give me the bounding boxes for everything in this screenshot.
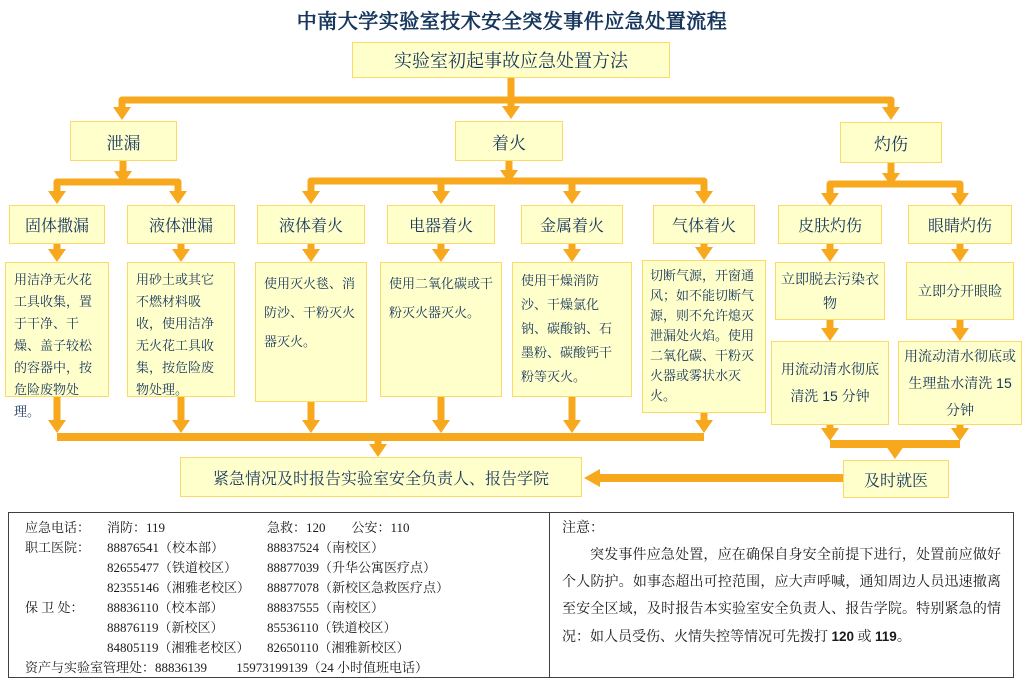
contact-col1: 84805119（湘雅老校区） bbox=[107, 640, 250, 655]
node-liquid-leak: 液体泄漏 bbox=[127, 205, 235, 244]
node-metal-fire: 金属着火 bbox=[521, 205, 623, 244]
contact-asset-line: 资产与实验室管理处：88836139 15973199139（24 小时值班电话） bbox=[25, 660, 429, 675]
node-skin-burn: 皮肤灼伤 bbox=[778, 205, 882, 244]
node-eye-burn: 眼睛灼伤 bbox=[908, 205, 1012, 244]
node-root: 实验室初起事故应急处置方法 bbox=[352, 42, 670, 78]
contact-row bbox=[25, 558, 545, 578]
contact-col2: 88837524（南校区） bbox=[267, 540, 385, 555]
contact-label: 职工医院： bbox=[25, 540, 91, 555]
notice-phone-119: 119 bbox=[875, 629, 897, 644]
step-skin-remove-clothes: 立即脱去污染衣物 bbox=[775, 262, 885, 320]
contact-row bbox=[25, 538, 545, 558]
notice-phone-120: 120 bbox=[831, 629, 855, 644]
contact-col1: 82355146（湘雅老校区） bbox=[107, 580, 251, 595]
node-solid-spill: 固体撒漏 bbox=[9, 205, 105, 244]
contact-label bbox=[25, 558, 107, 578]
contact-col2: 82650110（湘雅新校区） bbox=[267, 640, 410, 655]
node-leak: 泄漏 bbox=[70, 121, 177, 161]
contact-col1: 88876541（校本部） bbox=[107, 540, 225, 555]
node-report: 紧急情况及时报告实验室安全负责人、报告学院 bbox=[180, 457, 582, 497]
desc-liquid-leak: 用砂土或其它不燃材料吸收，使用洁净无火花工具收集，按危险废物处理。 bbox=[127, 262, 235, 397]
contact-col2: 88877039（升华公寓医疗点） bbox=[267, 560, 437, 575]
node-liquid-fire: 液体着火 bbox=[257, 205, 365, 244]
page-title: 中南大学实验室技术安全突发事件应急处置流程 bbox=[296, 11, 728, 33]
contacts-panel bbox=[9, 513, 549, 677]
contact-col1: 82655477（铁道校区） bbox=[107, 560, 238, 575]
notice-conjunction: 或 bbox=[854, 630, 876, 645]
notice-panel bbox=[549, 513, 1013, 677]
contact-col2: 急救：120 公安：110 bbox=[267, 520, 410, 535]
step-skin-rinse: 用流动清水彻底清洗 15 分钟 bbox=[771, 341, 889, 425]
contact-col1: 88836110（校本部） bbox=[107, 600, 224, 615]
desc-solid-spill: 用洁净无火花工具收集，置于干净、干燥、盖子较松的容器中，按危险废物处理。 bbox=[5, 262, 109, 397]
contact-row bbox=[25, 638, 545, 658]
contact-col1: 消防：119 bbox=[107, 520, 166, 535]
node-burn: 灼伤 bbox=[840, 122, 942, 163]
contact-row bbox=[25, 598, 545, 618]
desc-metal-fire: 使用干燥消防沙、干燥氯化钠、碳酸钠、石墨粉、碳酸钙干粉等灭火。 bbox=[512, 262, 632, 397]
contact-col2: 88877078（新校区急救医疗点） bbox=[267, 580, 450, 595]
contact-row-asset bbox=[25, 658, 545, 678]
contact-label: 保 卫 处： bbox=[25, 600, 84, 615]
notice-period: 。 bbox=[896, 630, 911, 645]
desc-electric-fire: 使用二氧化碳或干粉灭火器灭火。 bbox=[380, 262, 502, 397]
contact-col2: 85536110（铁道校区） bbox=[267, 620, 397, 635]
contact-row bbox=[25, 518, 545, 538]
notice-text: 突发事件应急处置，应在确保自身安全前提下进行，处置前应做好个人防护。如事态超出可控范围，应大声呼喊，通知周边人员迅速撤离至安全区域，及时报告本实验室安全负责人、报告学院。特别紧急的情况：如人员受伤、火情失控等情况可先拨打 bbox=[562, 548, 1001, 645]
contact-label bbox=[25, 638, 107, 658]
contact-row bbox=[25, 578, 545, 598]
node-seek-medical: 及时就医 bbox=[843, 460, 949, 498]
footer-table bbox=[8, 512, 1014, 678]
contact-label bbox=[25, 578, 107, 598]
contact-col1: 88876119（新校区） bbox=[107, 620, 224, 635]
contact-col2: 88837555（南校区） bbox=[267, 600, 385, 615]
contact-label: 应急电话： bbox=[25, 520, 91, 535]
step-eye-rinse: 用流动清水彻底或生理盐水清洗 15 分钟 bbox=[898, 341, 1022, 425]
node-fire: 着火 bbox=[455, 121, 563, 161]
step-eye-open-lids: 立即分开眼睑 bbox=[906, 262, 1014, 320]
desc-gas-fire: 切断气源，开窗通风；如不能切断气源，则不允许熄灭泄漏处火焰。使用二氧化碳、干粉灭火器或雾状水灭火。 bbox=[642, 260, 766, 413]
contact-row bbox=[25, 618, 545, 638]
contact-label bbox=[25, 618, 107, 638]
notice-heading: 注意： bbox=[562, 521, 604, 536]
desc-liquid-fire: 使用灭火毯、消防沙、干粉灭火器灭火。 bbox=[255, 262, 367, 402]
node-electric-fire: 电器着火 bbox=[387, 205, 495, 244]
notice-body bbox=[562, 542, 1001, 651]
node-gas-fire: 气体着火 bbox=[653, 205, 755, 244]
